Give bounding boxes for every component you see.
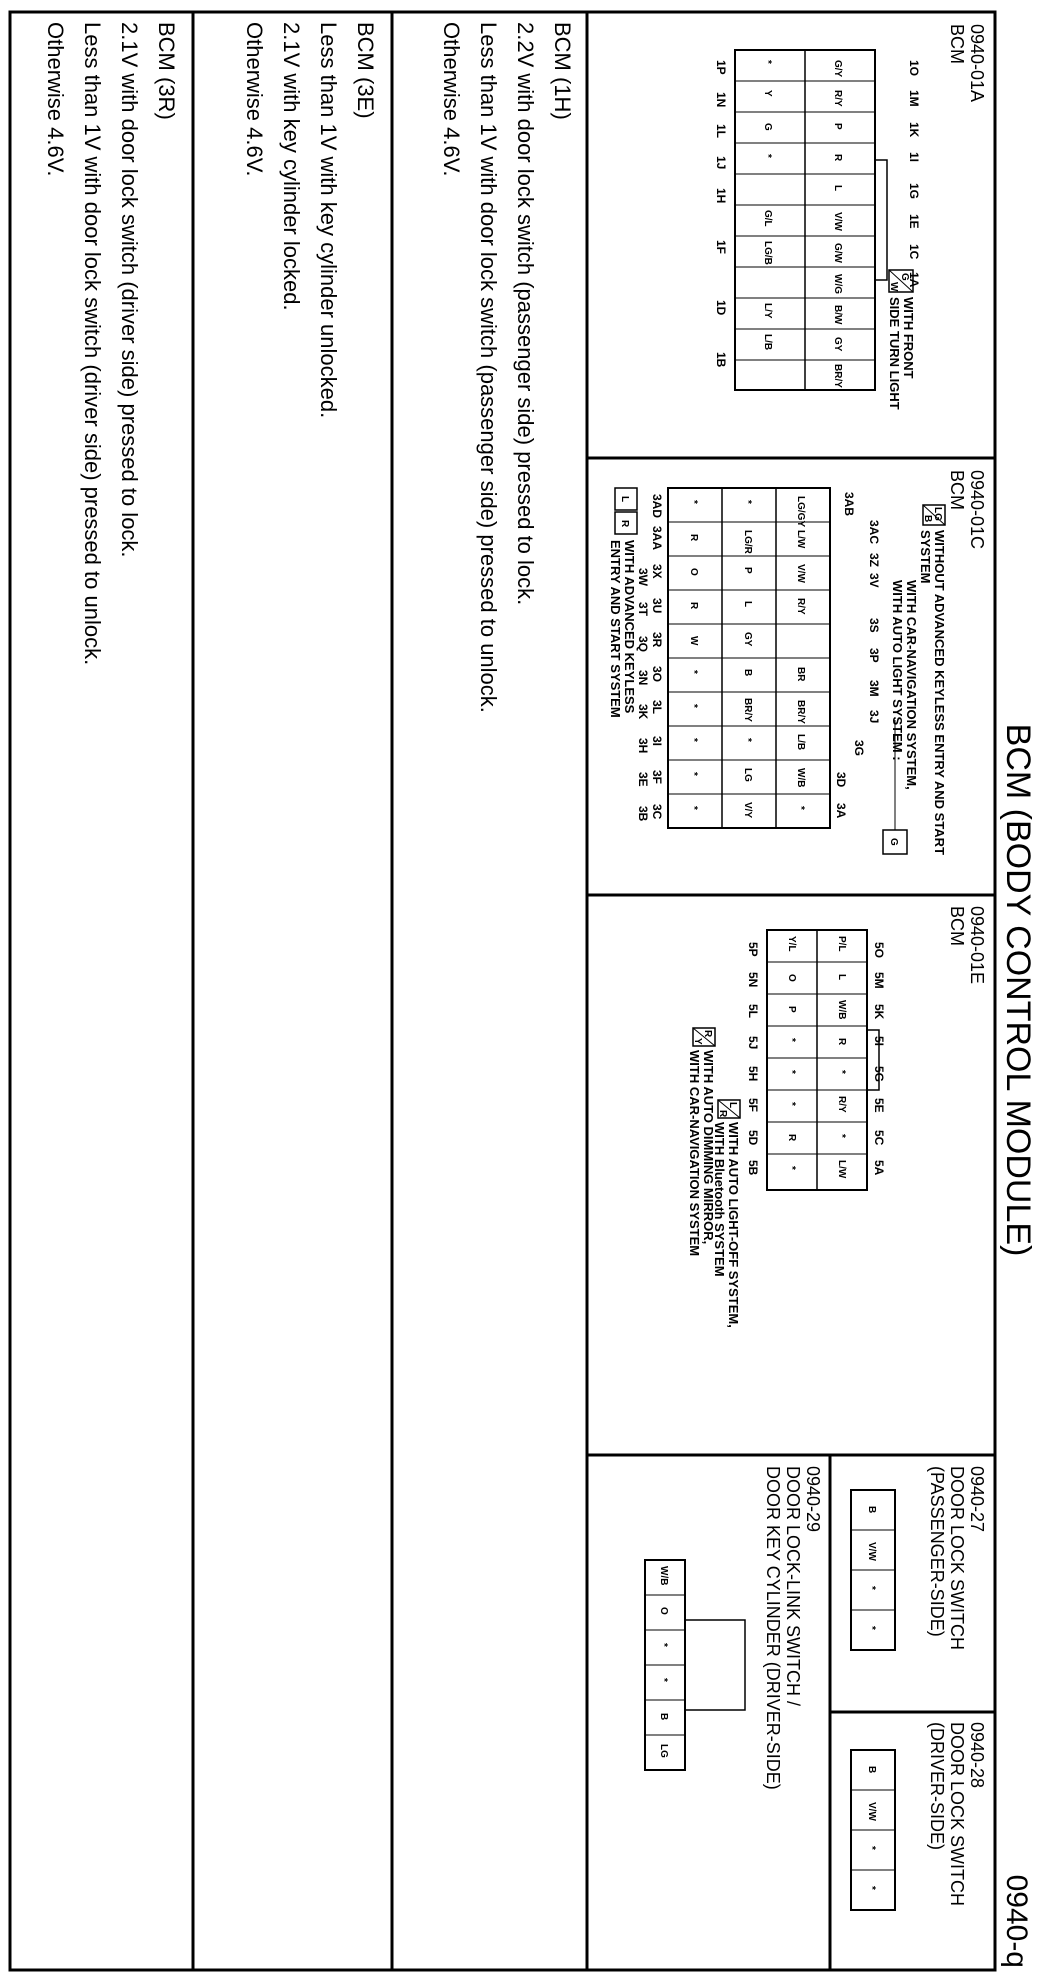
note-line: WITHOUT ADVANCED KEYLESS ENTRY AND START [932, 530, 947, 856]
wire-color: * [836, 1070, 847, 1074]
wire-color: * [688, 738, 699, 742]
pin-label: 1J [714, 156, 728, 170]
spec-line: Otherwise 4.6V. [439, 22, 464, 177]
outer-frame [10, 12, 995, 1970]
pin-label: 3D [834, 772, 848, 788]
pin-label: 3AB [842, 492, 856, 517]
pin-label: 3AA [650, 526, 664, 551]
spec-bcm-1h [439, 22, 575, 713]
note-line: WITH ADVANCED KEYLESS [622, 540, 637, 714]
pin-label: 3Q [636, 636, 650, 653]
wire-color: R [688, 602, 699, 610]
wire-color: W [688, 636, 699, 646]
connector-name: BCM [947, 470, 967, 510]
wire-color: * [795, 806, 806, 810]
wire-color: L/B [762, 334, 773, 351]
spec-name: BCM (1H) [550, 22, 575, 120]
pin-label: 1O [907, 60, 921, 77]
wire-color: R [688, 534, 699, 542]
wire-color: L [836, 974, 847, 981]
cell-labels [762, 60, 843, 388]
pin-label: 3K [636, 704, 650, 720]
pin-label: 1I [907, 152, 921, 163]
note-line: WITH Bluetooth SYSTEM [712, 1122, 727, 1277]
wire-color: R [832, 154, 843, 162]
note-line: WITH FRONT [901, 297, 916, 379]
wire-color: G/W [832, 243, 843, 263]
wire-color: * [658, 1643, 669, 1647]
connector-name: BCM [947, 906, 967, 946]
pin-label: 3S [867, 618, 881, 633]
pin-label: 3V [867, 573, 881, 588]
connector-name: BCM [947, 24, 967, 64]
wire-color: * [866, 1626, 877, 1630]
wire-color: G/Y [832, 60, 843, 78]
wire-color: GY [742, 632, 753, 647]
pin-label: 3F [650, 770, 664, 785]
note-color-top: LG [932, 507, 943, 521]
pin-label: 1B [714, 352, 728, 368]
pin-label: 1N [714, 92, 728, 108]
pin-label: 5O [872, 942, 886, 959]
page-id: 0940-q [1000, 1874, 1033, 1968]
wire-color: LG/GY [795, 496, 806, 528]
note-color-bottom: R [717, 1110, 728, 1118]
connector-0940-29 [645, 1466, 823, 1790]
spec-name: BCM (3R) [154, 22, 179, 120]
pin-label: 3AD [650, 494, 664, 519]
pin-label: 3J [867, 710, 881, 724]
pin-labels-bottom [636, 494, 664, 822]
pin-label: 1H [714, 188, 728, 204]
pin-label: 3E [636, 772, 650, 787]
pin-label: 1E [907, 214, 921, 229]
connector-0940-01e [687, 906, 987, 1328]
wire-color: LG [742, 768, 753, 782]
wire-color: * [688, 806, 699, 810]
pin-labels-top [834, 520, 881, 819]
spec-bcm-3r [43, 22, 179, 665]
wire-color: * [786, 1166, 797, 1170]
wire-color: Y/L [786, 936, 797, 952]
note-color-bottom: B [922, 515, 933, 523]
wire-color: * [742, 738, 753, 742]
wire-color: W/B [658, 1566, 669, 1586]
connector-latch [875, 160, 887, 280]
wire-color: * [866, 1586, 877, 1590]
spec-line: Otherwise 4.6V. [43, 22, 68, 177]
pin-label: 1G [907, 183, 921, 200]
connector-0940-01a [714, 24, 987, 410]
pin-label: 5K [872, 1004, 886, 1020]
pin-labels-bottom [746, 942, 760, 1176]
pin-label: 5H [746, 1066, 760, 1082]
note-color-bottom: Y [692, 1038, 703, 1045]
spec-line: Less than 1V with door lock switch (passenger side) pressed to unlock. [476, 22, 501, 713]
spec-line: Less than 1V with key cylinder unlocked. [316, 22, 341, 419]
connector-name: DOOR LOCK SWITCH [947, 1722, 967, 1907]
wire-color: L [832, 185, 843, 192]
pin-label: 5A [872, 1160, 886, 1176]
wire-color: * [742, 500, 753, 504]
spec-name: BCM (3E) [353, 22, 378, 119]
wire-color: V/W [795, 564, 806, 583]
pin-label: 3C [650, 804, 664, 820]
pin-label: 3X [650, 564, 664, 579]
wire-color: * [688, 670, 699, 674]
wire-color: BR/Y [742, 698, 753, 722]
pin-label: 5L [746, 1004, 760, 1019]
wire-color: L/W [836, 1160, 847, 1179]
note-line: WITH AUTO LIGHT-OFF SYSTEM, [726, 1122, 741, 1328]
wire-color: B [658, 1713, 669, 1721]
cell-grid [735, 50, 875, 390]
pin-label: 3N [636, 670, 650, 686]
note-line: SIDE TURN LIGHT [887, 297, 902, 410]
connector-name: (PASSENGER-SIDE) [927, 1466, 947, 1637]
pin-label: 3O [650, 666, 664, 683]
wire-color: P/L [836, 936, 847, 952]
pin-label: 5P [746, 942, 760, 957]
note-line: SYSTEM [918, 530, 933, 584]
wire-color: L/Y [762, 303, 773, 319]
wire-color: R [836, 1038, 847, 1046]
page-title: BCM (BODY CONTROL MODULE) [999, 723, 1037, 1257]
connector-name: DOOR LOCK SWITCH [947, 1466, 967, 1651]
wire-color: LG/R [742, 530, 753, 554]
pin-label: 1M [907, 90, 921, 107]
note-color-top: L [727, 1102, 738, 1109]
wire-color: * [866, 1886, 877, 1890]
note-line: WITH CAR-NAVIGATION SYSTEM, [904, 580, 919, 790]
pin-label: 3T [636, 602, 650, 617]
wire-color: R/Y [836, 1096, 847, 1113]
pin-label: 5J [746, 1036, 760, 1050]
pin-label: 1P [714, 60, 728, 75]
wire-color: * [762, 154, 773, 158]
wire-color: V/Y [742, 802, 753, 819]
connector-code: 0940-28 [967, 1722, 987, 1789]
pin-label: 5M [872, 972, 886, 989]
connector-name: (DRIVER-SIDE) [927, 1722, 947, 1851]
cell-grid [767, 930, 867, 1190]
wire-color: * [762, 60, 773, 64]
pin-label: 3W [636, 568, 650, 586]
note-color: G [888, 838, 899, 846]
spec-line: Less than 1V with door lock switch (driver side) pressed to unlock. [80, 22, 105, 666]
connector-latch [685, 1620, 745, 1710]
spec-bcm-3e [242, 22, 378, 418]
wire-color: LG/B [762, 241, 773, 265]
pin-label: 3H [636, 738, 650, 754]
pin-label: 5I [872, 1036, 886, 1047]
wire-color: P [832, 123, 843, 130]
wire-color: O [658, 1607, 669, 1615]
wire-color: * [688, 704, 699, 708]
wire-color: V/W [832, 212, 843, 231]
wire-color: BR/Y [832, 364, 843, 388]
wire-color: BR/Y [795, 700, 806, 724]
wire-color: R/Y [832, 90, 843, 107]
pin-label: 3P [867, 648, 881, 663]
wire-color: R/Y [795, 598, 806, 615]
pin-label: 1K [907, 122, 921, 138]
wire-color: P [786, 1006, 797, 1013]
pin-label: 3U [650, 598, 664, 614]
pin-label: 3R [650, 632, 664, 648]
wire-color: B/W [832, 305, 843, 325]
connector-0940-27 [851, 1466, 987, 1650]
note-color-top: G [899, 273, 910, 281]
wire-color: B [742, 669, 753, 677]
spec-line: 2.2V with door lock switch (passenger side) pressed to lock. [513, 22, 538, 606]
wire-color: W/B [836, 1000, 847, 1020]
wire-color: * [658, 1678, 669, 1682]
pin-label: 3L [650, 700, 664, 715]
wire-color: L [742, 601, 753, 608]
spec-line: Otherwise 4.6V. [242, 22, 267, 177]
wire-color: * [866, 1846, 877, 1850]
connector-name: DOOR KEY CYLINDER (DRIVER-SIDE) [763, 1466, 783, 1790]
wire-color: B [866, 1506, 877, 1514]
wire-color: * [786, 1038, 797, 1042]
wire-color: P [742, 567, 753, 574]
wire-color: * [786, 1102, 797, 1106]
wire-color: Y [762, 90, 773, 97]
pin-label: 3B [636, 806, 650, 822]
wire-color: W/B [795, 768, 806, 788]
pin-label: 5F [746, 1098, 760, 1113]
connector-0940-28 [851, 1722, 987, 1910]
connector-code: 0940-29 [803, 1466, 823, 1533]
spec-line: 2.1V with door lock switch (driver side) pressed to lock. [117, 22, 142, 558]
wire-color: GY [832, 337, 843, 352]
connector-code: 0940-01A [967, 24, 987, 103]
wire-color: * [688, 500, 699, 504]
wire-color: O [786, 974, 797, 982]
pin-label: 3G [852, 740, 866, 757]
pin-label: 3Z [867, 553, 881, 568]
pin-label: 5E [872, 1098, 886, 1113]
note-color: L [619, 496, 630, 503]
pin-label: 5C [872, 1130, 886, 1146]
pin-label: 5N [746, 972, 760, 988]
wire-color: G [762, 123, 773, 131]
pin-label: 1C [907, 244, 921, 260]
note-color-top: R [702, 1030, 713, 1038]
wire-color: V/W [866, 1542, 877, 1561]
note-line: ENTRY AND START SYSTEM [608, 540, 623, 718]
connector-code: 0940-27 [967, 1466, 987, 1533]
note-color-bottom: W [888, 282, 899, 292]
pin-label: 3AC [867, 520, 881, 545]
connector-code: 0940-01E [967, 906, 987, 985]
note-color: R [619, 520, 630, 528]
wire-color: * [836, 1134, 847, 1138]
wire-color: B [866, 1766, 877, 1774]
wire-color: * [688, 772, 699, 776]
pin-label: 3M [867, 680, 881, 697]
wire-color: BR [795, 667, 806, 682]
wire-color: * [786, 1070, 797, 1074]
note-line: WITH AUTO DIMMING MIRROR, [701, 1050, 716, 1245]
pin-label: 5D [746, 1130, 760, 1146]
wire-color: L/B [795, 734, 806, 751]
pin-labels-bottom [714, 60, 728, 368]
wire-color: W/G [832, 274, 843, 294]
spec-line: 2.1V with key cylinder locked. [279, 22, 304, 311]
pin-label: 1L [714, 124, 728, 139]
pin-label: 5G [872, 1066, 886, 1083]
wire-color: O [688, 568, 699, 576]
pin-label: 3I [650, 736, 664, 747]
note-line: WITH AUTO LIGHT SYSTEM : [890, 580, 905, 761]
connector-code: 0940-01C [967, 470, 987, 550]
wire-color: LG [658, 1744, 669, 1758]
wire-color: L/W [795, 530, 806, 549]
pin-label: 1A [907, 272, 921, 288]
wire-color: G/L [762, 210, 773, 227]
connector-0940-01c [608, 470, 987, 855]
cell-labels [688, 496, 806, 818]
pin-label: 5B [746, 1160, 760, 1176]
wire-color: V/W [866, 1802, 877, 1821]
pin-label: 3A [834, 803, 848, 819]
pin-labels-top [907, 60, 921, 288]
note-line: WITH CAR-NAVIGATION SYSTEM [687, 1050, 702, 1257]
pin-label: 1F [714, 240, 728, 255]
wire-color: R [786, 1134, 797, 1142]
pin-label: 1D [714, 300, 728, 316]
connector-name: DOOR LOCK-LINK SWITCH / [783, 1466, 803, 1707]
